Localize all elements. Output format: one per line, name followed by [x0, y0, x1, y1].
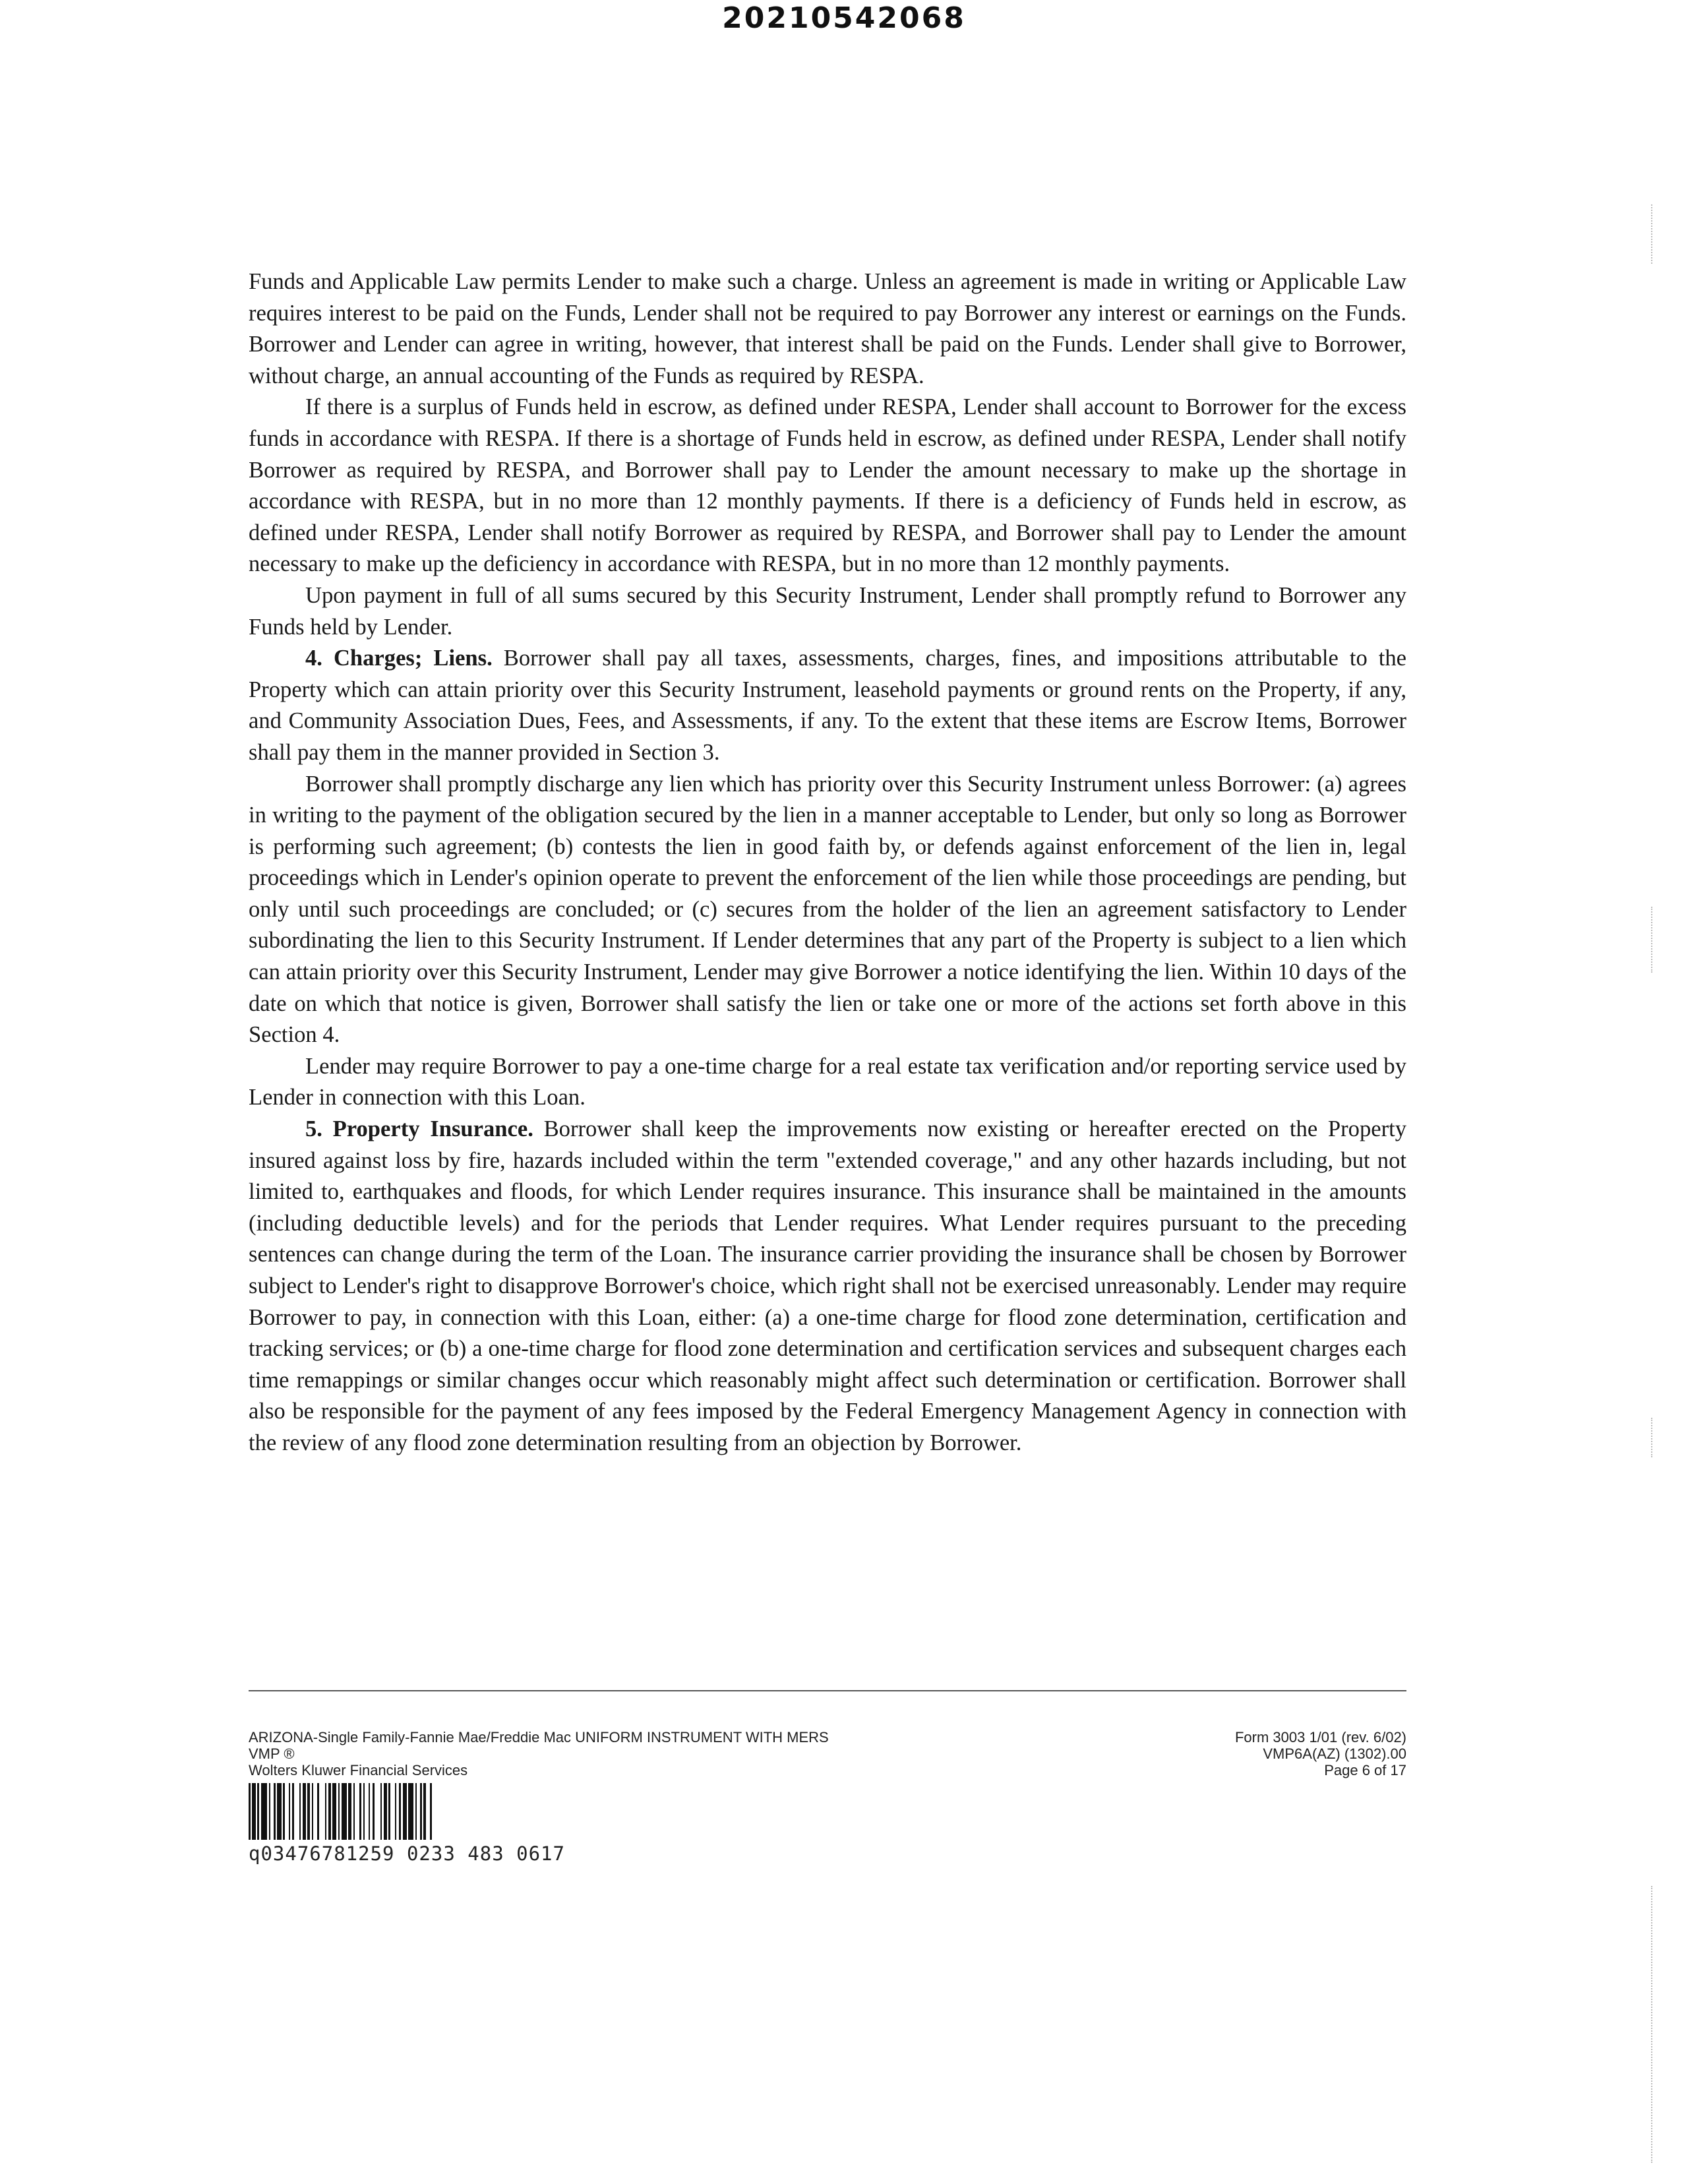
- section-4-paragraph: [249, 643, 1406, 768]
- barcode-bar: [388, 1783, 390, 1840]
- paragraph-tax-verification: Lender may require Borrower to pay a one-time charge for a real estate tax verification and/or reporting service used by Lender in connection with this Loan.: [249, 1053, 1406, 1110]
- barcode-bar: [403, 1783, 407, 1840]
- footer-divider: [249, 1690, 1406, 1691]
- barcode-bar: [423, 1783, 426, 1840]
- barcode-bar: [261, 1783, 267, 1840]
- barcode-bar: [348, 1783, 351, 1840]
- barcode: [249, 1783, 697, 1840]
- paragraph-refund: Upon payment in full of all sums secured by this Security Instrument, Lender shall promptly refund to Borrower any Funds held by Lender.: [249, 582, 1406, 640]
- barcode-bar: [328, 1783, 331, 1840]
- paragraph-escrow-surplus: If there is a surplus of Funds held in escrow, as defined under RESPA, Lender shall account to Borrower for the excess funds in accordance with RESPA. If there is a shortage of Funds held in escrow, as defined under RESPA, Lender shall notify Borrower as required by RESPA, and Borrower shall pay to Lender the amount necessary to make up the shortage in accordance with RESPA, but in no more than 12 monthly payments. If there is a deficiency of Funds held in escrow, as defined under RESPA, Lender shall notify Borrower as required by RESPA, and Borrower shall pay to Lender the amount necessary to make up the deficiency in accordance with RESPA, but in no more than 12 monthly payments.: [249, 394, 1406, 577]
- footer-form-info: [249, 1729, 829, 1778]
- scan-edge-mark: [1651, 1418, 1654, 1457]
- form-code: VMP6A(AZ) (1302).00: [1263, 1745, 1406, 1762]
- barcode-bar: [353, 1783, 355, 1840]
- section-4-heading: 4. Charges; Liens.: [305, 646, 493, 671]
- barcode-bar: [373, 1783, 375, 1840]
- footer-form-number: [1235, 1729, 1406, 1778]
- barcode-bar: [283, 1783, 285, 1840]
- barcode-bar: [299, 1783, 301, 1840]
- barcode-bar: [342, 1783, 347, 1840]
- vmp-mark: VMP ®: [249, 1745, 295, 1762]
- barcode-bar: [317, 1783, 319, 1840]
- publisher: Wolters Kluwer Financial Services: [249, 1762, 468, 1778]
- paragraph-escrow-interest: Funds and Applicable Law permits Lender to make such a charge. Unless an agreement is made in writing or Applicable Law requires interest to be paid on the Funds, Lender shall not be required to pay Borrower any interest or earnings on the Funds. Borrower and Lender can agree in writing, however, that interest shall be paid on the Funds. Lender shall give to Borrower, without charge, an annual accounting of the Funds as required by RESPA.: [249, 269, 1406, 388]
- barcode-bar: [395, 1783, 396, 1840]
- barcode-bar: [252, 1783, 256, 1840]
- form-title: ARIZONA-Single Family-Fannie Mae/Freddie Mac UNIFORM INSTRUMENT WITH MERS: [249, 1729, 829, 1745]
- barcode-bar: [430, 1783, 432, 1840]
- section-5-heading: 5. Property Insurance.: [305, 1116, 533, 1142]
- barcode-bar: [384, 1783, 387, 1840]
- section-4-text: Borrower shall pay all taxes, assessments, charges, fines, and impositions attributable to the Property which can attain priority over this Security Instrument, leasehold payments or ground rents on the Property, if any, and Community Association Dues, Fees, and Assessments, if any. To the extent that these items are Escrow Items, Borrower shall pay them in the manner provided in Section 3.: [249, 646, 1406, 765]
- barcode-bar: [380, 1783, 382, 1840]
- barcode-bar: [420, 1783, 422, 1840]
- barcode-bar: [363, 1783, 365, 1840]
- scan-edge-mark: [1651, 1886, 1654, 2163]
- barcode-bar: [408, 1783, 413, 1840]
- document-number: 20210542068: [722, 1, 966, 35]
- scan-edge-mark: [1651, 907, 1654, 973]
- barcode-bar: [269, 1783, 270, 1840]
- scan-edge-mark: [1651, 204, 1654, 264]
- barcode-bar: [325, 1783, 326, 1840]
- barcode-bar: [292, 1783, 294, 1840]
- barcode-number: q03476781259 0233 483 0617: [249, 1842, 565, 1865]
- barcode-bar: [312, 1783, 313, 1840]
- paragraph-lien-discharge: Borrower shall promptly discharge any lien which has priority over this Security Instrument unless Borrower: (a) agrees in writing to the payment of the obligation secured by the lien in a manner acceptable to Lender, but only so long as Borrower is performing such agreement; (b) contests the lien in good faith by, or defends against enforcement of the lien in, legal proceedings which in Lender's opinion operate to prevent the enforcement of the lien while those proceedings are pending, but only until such proceedings are concluded; or (c) secures from the holder of the lien an agreement satisfactory to Lender subordinating the lien to this Security Instrument. If Lender determines that any part of the Property is subject to a lien which can attain priority over this Security Instrument, Lender may give Borrower a notice identifying the lien. Within 10 days of the date on which that notice is given, Borrower shall satisfy the lien or take one or more of the actions set forth above in this Section 4.: [249, 771, 1406, 1048]
- barcode-bar: [332, 1783, 336, 1840]
- section-5-paragraph: [249, 1114, 1406, 1459]
- barcode-bar: [277, 1783, 282, 1840]
- barcode-bar: [289, 1783, 290, 1840]
- barcode-bar: [303, 1783, 306, 1840]
- barcode-bar: [307, 1783, 310, 1840]
- barcode-bar: [359, 1783, 361, 1840]
- barcode-bar: [257, 1783, 259, 1840]
- document-body: [249, 266, 1406, 1459]
- form-number: Form 3003 1/01 (rev. 6/02): [1234, 1729, 1406, 1745]
- page-number: Page 6 of 17: [1324, 1762, 1406, 1778]
- barcode-bar: [369, 1783, 370, 1840]
- barcode-bar: [399, 1783, 401, 1840]
- barcode-bar: [338, 1783, 340, 1840]
- barcode-bar: [249, 1783, 251, 1840]
- section-5-text: Borrower shall keep the improvements now existing or hereafter erected on the Property insured against loss by fire, hazards included within the term "extended coverage," and any other hazards including, but not limited to, earthquakes and floods, for which Lender requires insurance. This insurance shall be maintained in the amounts (including deductible levels) and for the periods that Lender requires. What Lender requires pursuant to the preceding sentences can change during the term of the Loan. The insurance carrier providing the insurance shall be chosen by Borrower subject to Lender's right to disapprove Borrower's choice, which right shall not be exercised unreasonably. Lender may require Borrower to pay, in connection with this Loan, either: (a) a one-time charge for flood zone determination, certification and tracking services; or (b) a one-time charge for flood zone determination and certification services and subsequent charges each time remappings or similar changes occur which reasonably might affect such determination or certification. Borrower shall also be responsible for the payment of any fees imposed by the Federal Emergency Management Agency in connection with the review of any flood zone determination resulting from an objection by Borrower.: [249, 1116, 1406, 1455]
- barcode-bar: [274, 1783, 276, 1840]
- barcode-bar: [415, 1783, 417, 1840]
